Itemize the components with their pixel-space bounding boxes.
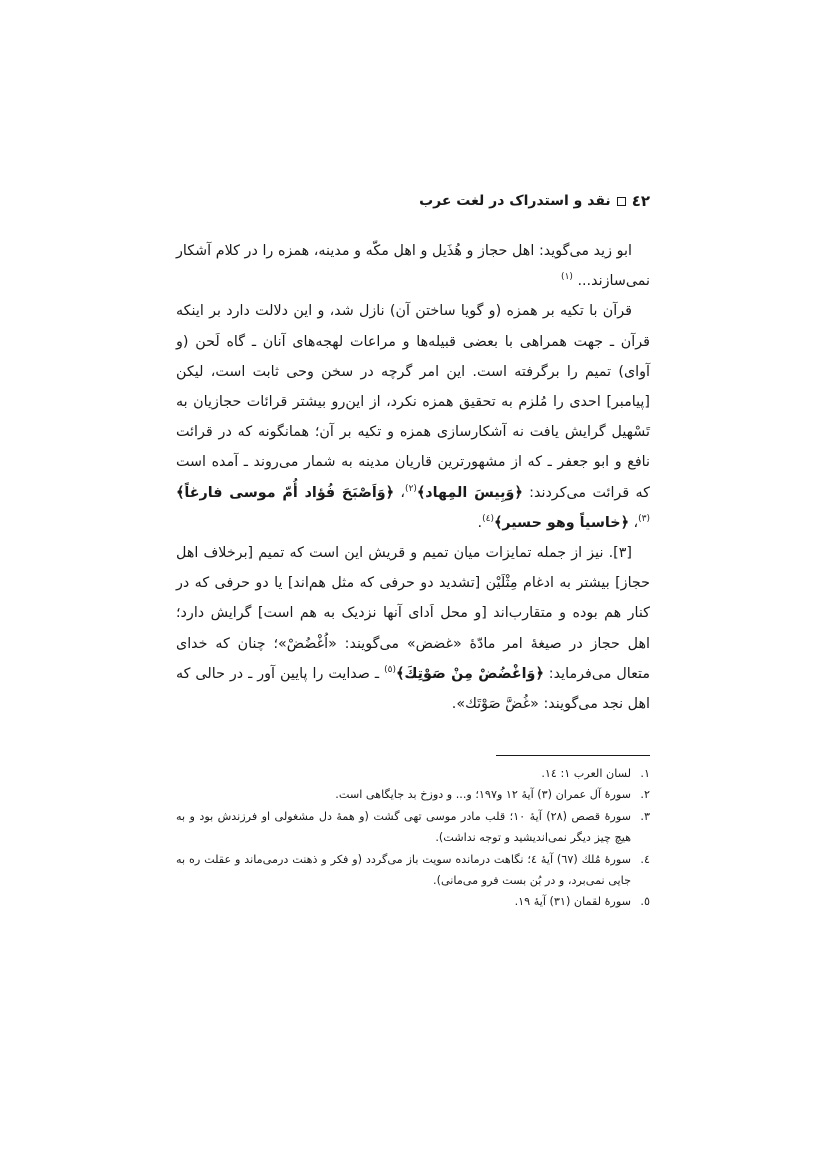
square-bullet-icon — [617, 197, 626, 206]
main-text — [176, 236, 650, 719]
footnotes — [176, 763, 650, 913]
paragraph-1: ابو زید می‌گوید: اهل حجاز و هُذَیل و اهل مکّه و مدینه، همزه را در کلام آشکار نمی‌سازند... $^{(١)}$ — [176, 243, 650, 290]
paragraph-3: [٣]. نیز از جمله تمایزات میان تمیم و قریش این است که تمیم [برخلاف اهل حجاز] بیشتر به ادغام مِثْلَیْن [تشدید دو حرفی که مثل هم‌اند] یا دو حرفی که در کنار هم بوده و متقارب‌اند [و محل اَدای آنها نزدیک به هم است] گرایش دارد؛ اهل حجاز در صیغهٔ امر مادّهٔ «غضض» می‌گویند: «اُغْضُضْ»؛ چنان که خدای متعال می‌فرماید: ﴿وَاغْضُضْ مِنْ صَوْتِكَ﴾$^{(٥)}$ ـ صدایت را پایین آور ـ در حالی که اهل نجد می‌گویند: «غُضَّ صَوْتَك». — [176, 545, 650, 713]
running-header — [168, 192, 650, 210]
footnote-ref-2: (٢) — [405, 483, 417, 494]
paragraph-2: قرآن با تکیه بر همزه (و گویا ساختن آن) نازل شد، و این دلالت دارد بر اینکه قرآن ـ جهت همراهی با بعضی قبیله‌ها و مراعات لهجه‌های آنان ـ گاه لَحن (و آوای) تمیم را برگرفته است. این امر گرچه در سخن وحی ثابت است، لیکن [پیامبر] احدی را مُلزم به تحقیق همزه نکرد، از این‌رو بیشتر قرائات حجازیان به تَسْهیل گرایش یافت نه آشکارسازی همزه و تکیه بر آن؛ همانگونه که در قرائت نافع و ابو جعفر ـ که از مشهورترین قاریان مدینه به شمار می‌روند ـ آمده است که قرائت می‌کردند: ﴿وَبِیسَ المِهاد﴾$^{(٢)}$، ﴿وَاَصْبَحَ فُؤاد أُمّ موسى فارغاً﴾$^{(٣)}$، ﴿خاسیاً وهو حسیر﴾$^{(٤)}$. — [176, 303, 650, 531]
quran-quote: ﴿وَبِیسَ المِهاد﴾ — [416, 484, 523, 501]
quran-quote: ﴿وَاغْضُضْ مِنْ صَوْتِكَ﴾ — [395, 665, 544, 682]
book-title: نقد و استدراک در لغت عرب — [419, 193, 611, 209]
footnote-item: ٢. سورهٔ آل عمران (٣) آیهٔ ١٢ و١٩٧؛ و... و دوزخ بد جایگاهی است. — [335, 788, 650, 802]
footnote-ref-4: (٤) — [482, 514, 494, 525]
footnote-item: ٤. سورهٔ مُلك (٦٧) آیهٔ ٤؛ نگاهت درمانده سویت باز می‌گردد (و فکر و ذهنت درمی‌ماند و عقلت ره به جایی نمی‌برد، و در بُن بست فرو می‌مانی). — [176, 852, 650, 888]
footnote-item: ٥. سورهٔ لقمان (٣١) آیهٔ ١٩. — [514, 895, 650, 909]
quran-quote: ﴿خاسیاً وهو حسیر﴾ — [493, 514, 629, 531]
footnote-ref-5: (٥) — [384, 665, 396, 676]
footnote-ref-1: (١) — [561, 272, 573, 283]
page-number: ٤٢ — [631, 192, 650, 210]
footnote-item: ٣. سورهٔ قصص (٢٨) آیهٔ ١٠؛ قلب مادر موسی تهی گشت (و همهٔ دل مشغولی او فرزندش بود و به هیچ چیز دیگر نمی‌اندیشید و توجه نداشت). — [176, 809, 650, 845]
quran-quote: ﴿وَاَصْبَحَ فُؤاد أُمّ موسى فارغاً﴾ — [176, 484, 395, 501]
footnote-divider — [496, 755, 650, 756]
footnote-item: ١. لسان العرب ١: ١٤. — [541, 767, 650, 780]
footnote-ref-3: (٣) — [638, 514, 650, 525]
